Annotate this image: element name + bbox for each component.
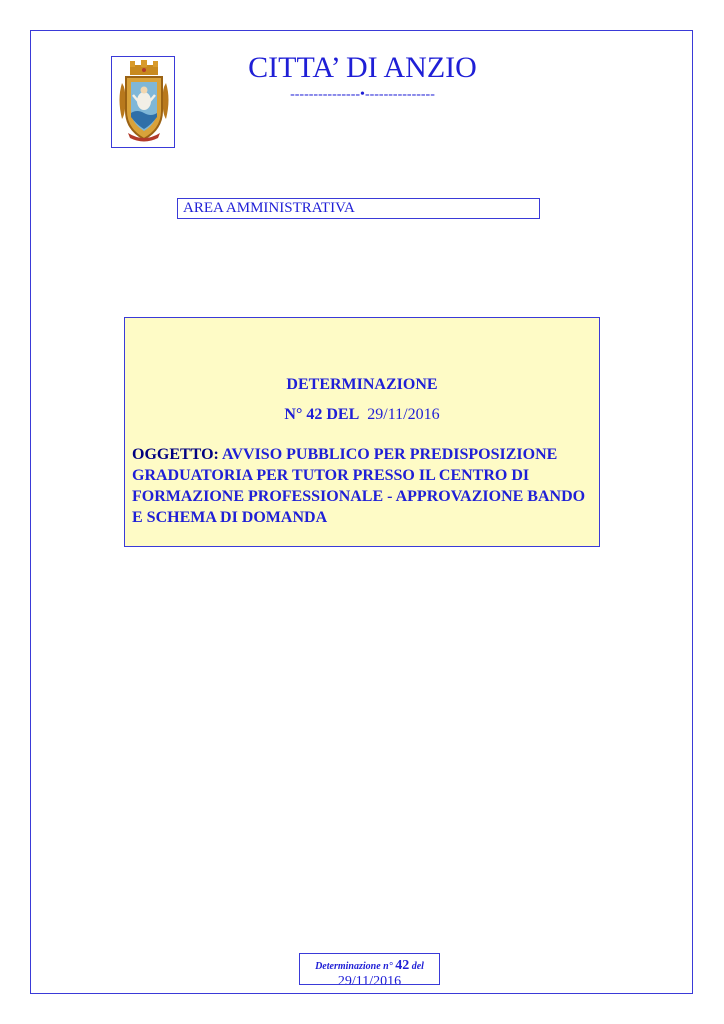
footer-number: 42 xyxy=(395,958,410,973)
footer-date: 29/11/2016 xyxy=(337,974,402,985)
title-separator: ---------------•--------------- xyxy=(290,87,435,102)
footer-reference xyxy=(299,953,440,985)
determination-number xyxy=(125,406,599,424)
footer-suffix: del xyxy=(411,961,424,972)
determination-number-prefix: N° 42 DEL xyxy=(284,406,360,423)
area-label-box xyxy=(177,198,540,219)
footer-line xyxy=(300,959,439,974)
coat-of-arms xyxy=(111,56,175,148)
subject-label: OGGETTO: xyxy=(132,446,219,463)
determination-subject xyxy=(132,444,592,528)
city-coat-of-arms-icon xyxy=(116,59,172,145)
determination-box xyxy=(124,317,600,547)
determination-label: DETERMINAZIONE xyxy=(286,376,438,393)
city-name-title: CITTA’ DI ANZIO xyxy=(248,51,477,84)
subject-text: AVVISO PUBBLICO PER PREDISPOSIZIONE GRADUATORIA PER TUTOR PRESSO IL CENTRO DI FORMAZIONE PROFESSIONALE - APPROVAZIONE BANDO E SCHEMA DI DOMANDA xyxy=(132,446,586,526)
footer-prefix: Determinazione n° xyxy=(315,961,393,972)
determination-date: 29/11/2016 xyxy=(367,406,440,423)
area-label: AREA AMMINISTRATIVA xyxy=(183,200,355,216)
